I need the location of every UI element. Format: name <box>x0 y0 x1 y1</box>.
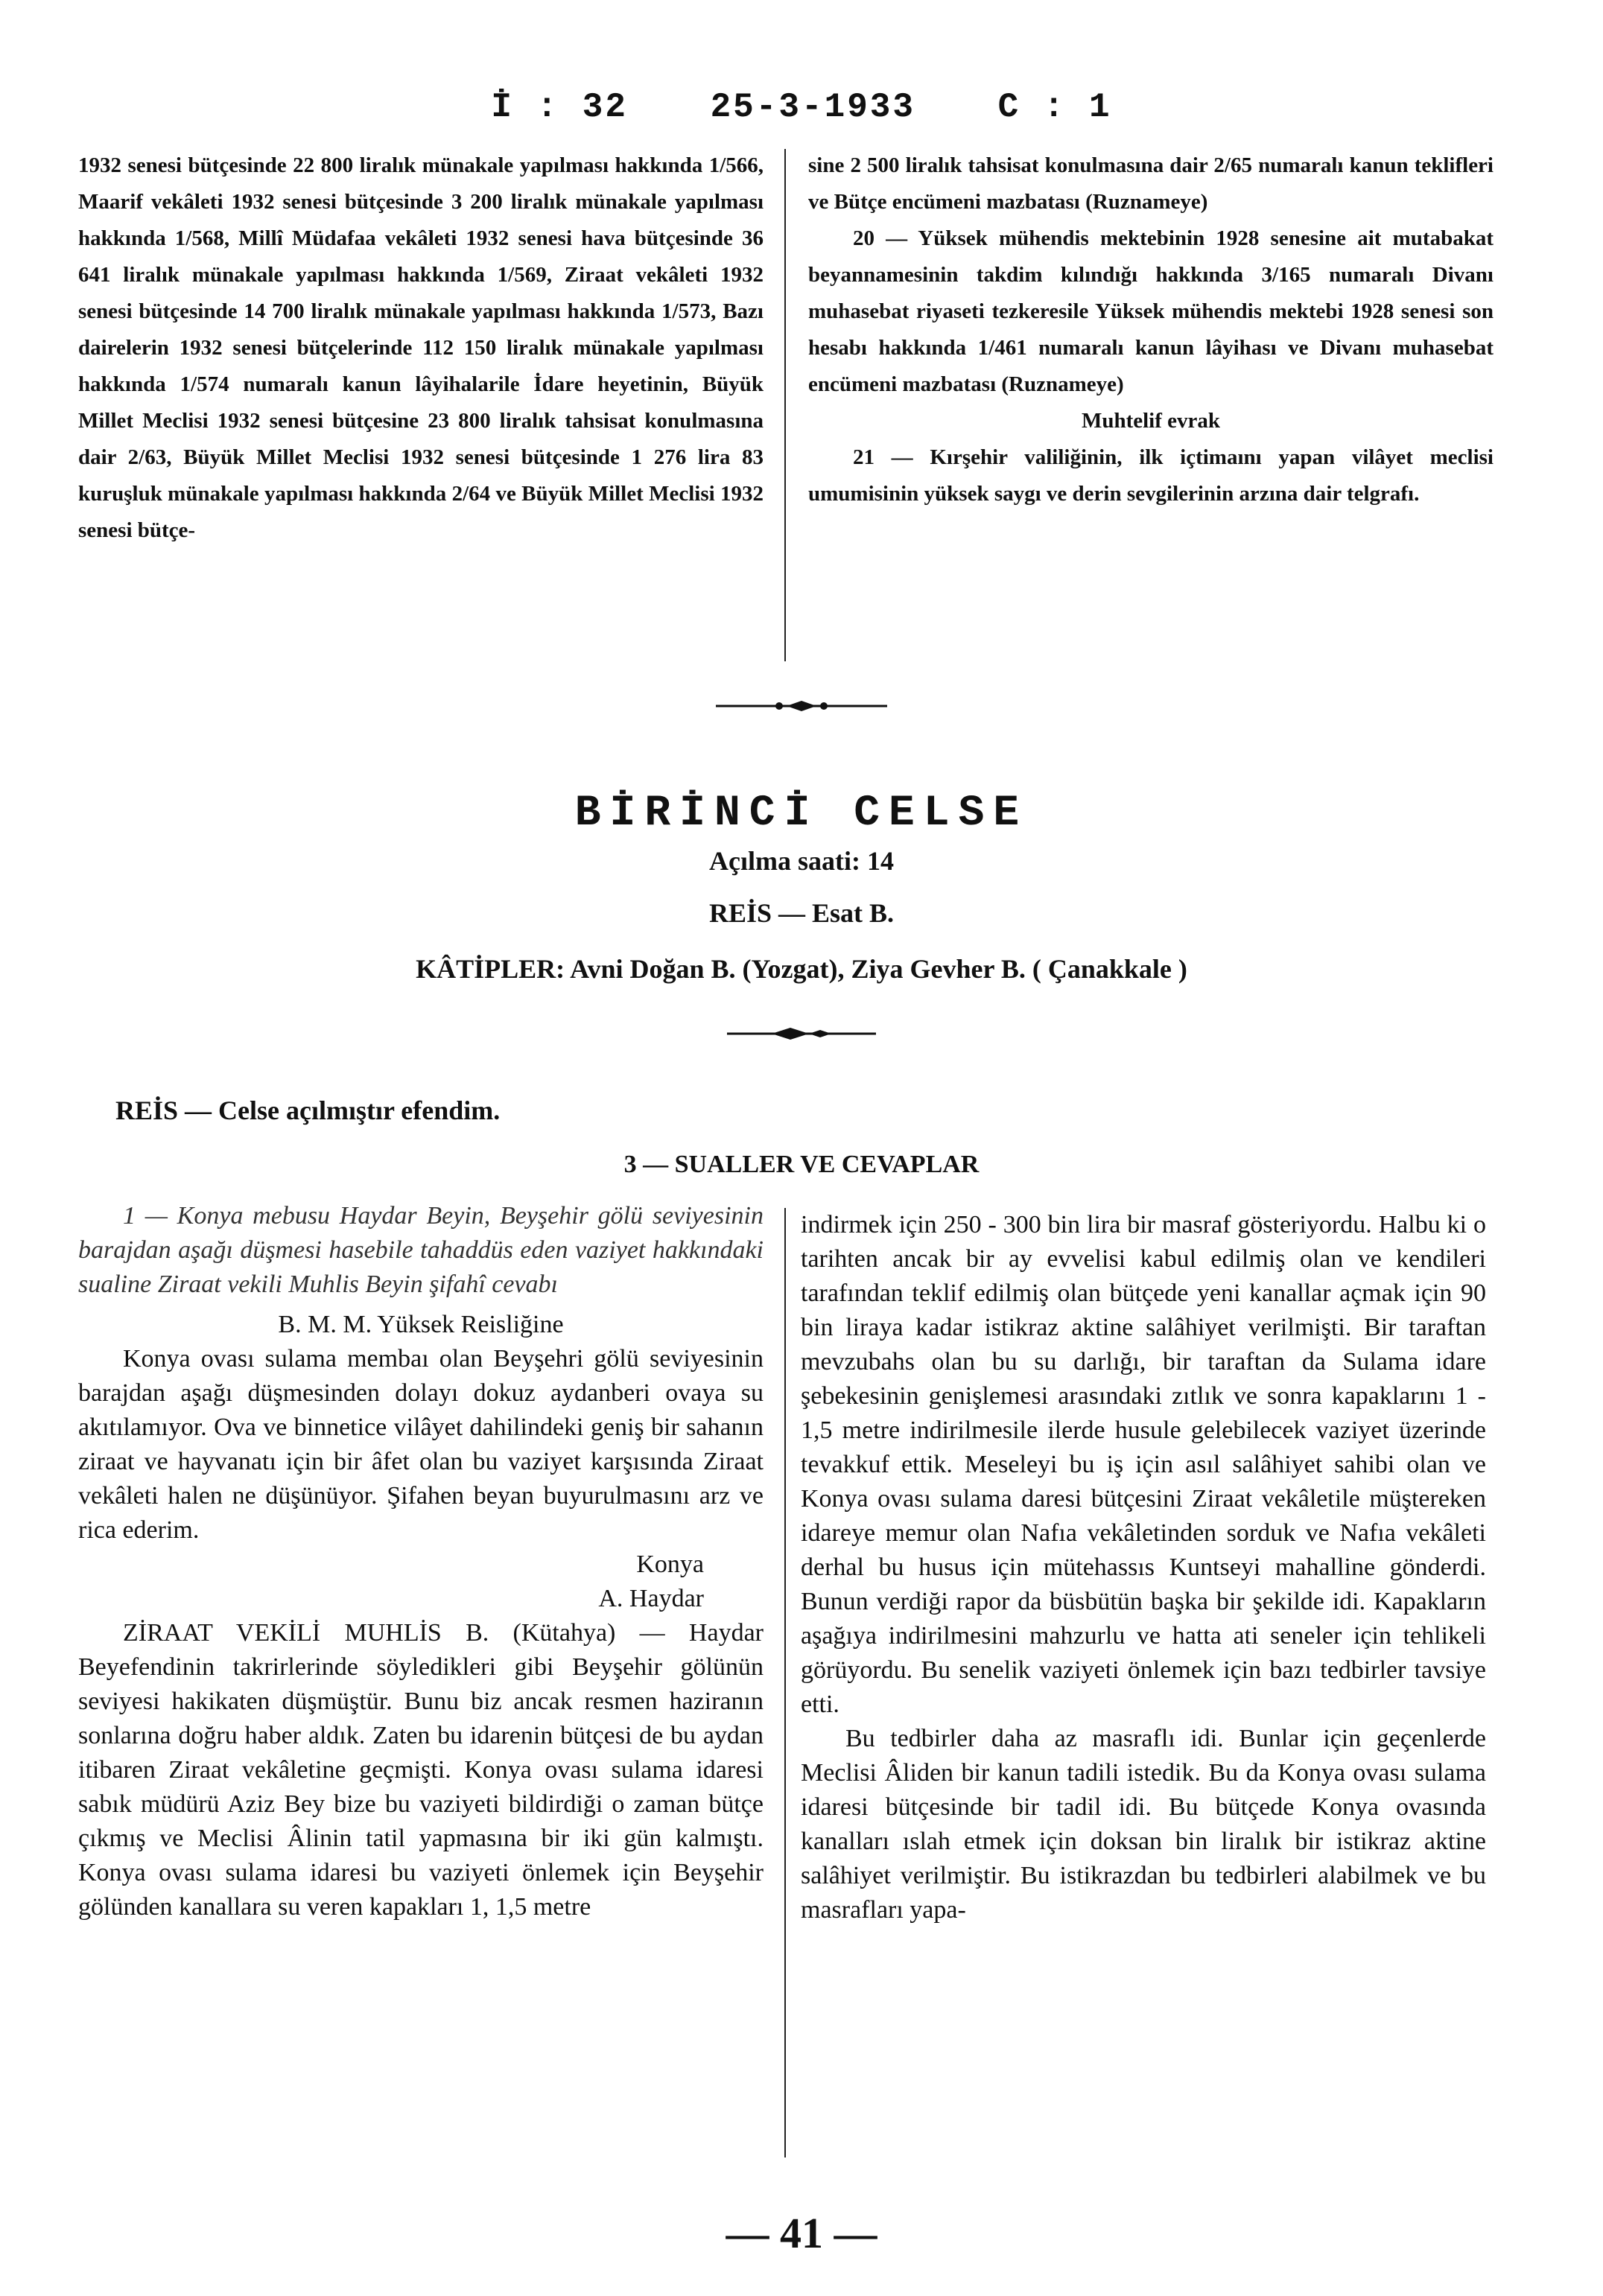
question-addressee: B. M. M. Yüksek Reisliğine <box>278 1311 564 1338</box>
signature-name: A. Haydar <box>598 1585 704 1612</box>
top-column-divider <box>784 149 786 661</box>
question-title: 1 — Konya mebusu Haydar Beyin, Beyşehir gölü seviyesinin barajdan aşağı düşmesi hasebile tahaddüs eden vaziyet hakkındaki sualine Ziraat vekili Muhlis Beyin şifahî cevabı <box>78 1202 764 1298</box>
top-right-column <box>808 147 1494 512</box>
opening-time: Açılma saati: 14 <box>709 846 894 876</box>
ornament-divider-middle <box>0 1026 1603 1041</box>
chair-opening-statement: REİS — Celse açılmıştır efendim. <box>115 1095 501 1125</box>
answer-continuation-2: Bu tedbirler daha az masraflı idi. Bunlar için geçenlerde Meclisi Âliden bir kanun tadili istedik. Bu da Konya ovası sulama idaresi bütçesinde bir tadil idi. Bu bütçede Konya ovasında kanalları ıslah etmek için doksan bin liralık bir istikraz aktine salâhiyet verilmiştir. Bu istikrazdan bu tedbirleri alabilmek ve bu masrafları yapa- <box>801 1725 1486 1924</box>
bottom-column-divider <box>784 1208 786 2157</box>
page-header <box>0 88 1603 127</box>
bottom-left-column <box>78 1199 764 1924</box>
question-body: Konya ovası sulama membaı olan Beyşehri gölü seviyesinin barajdan aşağı düşmesinden dolayı dokuz aydanberi ovaya su akıtılamıyor. Ova ve binnetice vilâyet dahilindeki geniş bir sahanın ziraat ve hayvanatı için bir âfet olan bu vaziyet karşısında Ziraat vekâleti halen ne düşünüyor. Şifahen beyan buyurulmasını arz ve rica ederim. <box>78 1345 764 1544</box>
signature-place: Konya <box>636 1551 704 1578</box>
misc-papers-heading: Muhtelif evrak <box>1081 409 1221 433</box>
bottom-right-column <box>801 1208 1486 1927</box>
agenda-item-19-tail: sine 2 500 liralık tahsisat konulmasına dair 2/65 numaralı kanun teklifleri ve Bütçe encümeni mazbatası (Ruznameye) <box>808 153 1494 214</box>
ornament-divider-top <box>0 699 1603 713</box>
top-left-paragraph: 1932 senesi bütçesinde 22 800 liralık münakale yapılması hakkında 1/566, Maarif vekâleti 1932 senesi bütçesinde 3 200 liralık münakale yapılması hakkında 1/568, Millî Müdafaa vekâleti 1932 senesi hava bütçesinde 36 641 liralık münakale yapılması hakkında 1/569, Ziraat vekâleti 1932 senesi bütçesinde 14 700 liralık münakale yapılması hakkında 1/573, Bazı dairelerin 1932 senesi bütçelerinde 112 150 liralık münakale yapılması hakkında 1/574 numaralı kanun lâyihalarile İdare heyetinin, Büyük Millet Meclisi 1932 senesi bütçesine 23 800 liralık tahsisat konulmasına dair 2/63, Büyük Millet Meclisi 1932 senesi bütçesinde 1 276 lira 83 kuruşluk münakale yapılması hakkında 2/64 ve Büyük Millet Meclisi 1932 senesi bütçe- <box>78 153 764 542</box>
session-clerks: KÂTİPLER: Avni Doğan B. (Yozgat), Ziya Gevher B. ( Çanakkale ) <box>416 954 1187 984</box>
header-volume: C : 1 <box>997 88 1112 127</box>
session-title: BİRİNCİ CELSE <box>574 789 1029 838</box>
session-chair: REİS — Esat B. <box>708 898 895 928</box>
page-number: — 41 — <box>726 2209 877 2257</box>
section-title: 3 — SUALLER VE CEVAPLAR <box>623 1151 980 1178</box>
minister-answer: ZİRAAT VEKİLİ MUHLİS B. (Kütahya) — Haydar Beyefendinin takrirlerinde söyledikleri gibi Beyşehir gölünün seviyesi hakikaten düşmüştür. Bunu biz ancak resmen haziranın sonlarına doğru haber aldık. Zaten bu idarenin bütçesi de bu aydan itibaren Ziraat vekâletine geçmişti. Konya ovası sulama idaresi sabık müdürü Aziz Bey bize bu vaziyeti bildirdiği o zaman bütçe çıkmış ve Meclisi Âlinin tatil yapmasına bir iki gün kalmıştı. Konya ovası sulama idaresi bu vaziyeti önlemek için Beyşehir gölünden kanallara su veren kapakları 1, 1,5 metre <box>78 1619 764 1921</box>
agenda-item-20: 20 — Yüksek mühendis mektebinin 1928 senesine ait mutabakat beyannamesinin takdim kılındığı hakkında 3/165 numaralı Divanı muhasebat riyaseti tezkeresile Yüksek mühendis mektebi 1928 senesi son hesabı hakkında 1/461 numaralı kanun lâyihası ve Divanı muhasebat encümeni mazbatası (Ruznameye) <box>808 226 1494 396</box>
agenda-item-21: 21 — Kırşehir valiliğinin, ilk içtimaını yapan vilâyet meclisi umumisinin yüksek saygı ve derin sevgilerinin arzına dair telgrafı. <box>808 445 1494 506</box>
header-session: İ : 32 <box>491 88 628 127</box>
header-date: 25-3-1933 <box>710 88 916 127</box>
top-left-column <box>78 147 764 549</box>
answer-continuation-1: indirmek için 250 - 300 bin lira bir masraf gösteriyordu. Halbu ki o tarihten ancak bir ay evvelisi kabul edilmiş olan ve kendileri tarafından teklif edilmiş olan bütçede yeni kanallar açmak için 90 bin liraya kadar istikraz aktine salâhiyet verilmişti. Bir taraftan mevzubahs olan bu su darlığı, bir taraftan da Sulama idare şebekesinin genişlemesi arasındaki zıtlık ve sonra kapaklarını 1 - 1,5 metre indirilmesile ilerde husule gelebilecek vaziyet üzerinde tevakkuf ettik. Meseleyi bu iş için asıl salâhiyet sahibi olan ve Konya ovası sulama daresi bütçesini Ziraat vekâletile müştereken idareye memur olan Nafıa vekâletinden sorduk ve Nafıa vekâleti derhal bu husus için mütehassıs Kuntseyi mahalline gönderdi. Bunun verdiği rapor da büsbütün başka bir şekilde idi. Kapakların aşağıya indirilmesini mahzurlu ve hatta ati seneler için tehlikeli görüyordu. Bu senelik vaziyeti önlemek için bazı tedbirler tavsiye etti. <box>801 1211 1486 1718</box>
